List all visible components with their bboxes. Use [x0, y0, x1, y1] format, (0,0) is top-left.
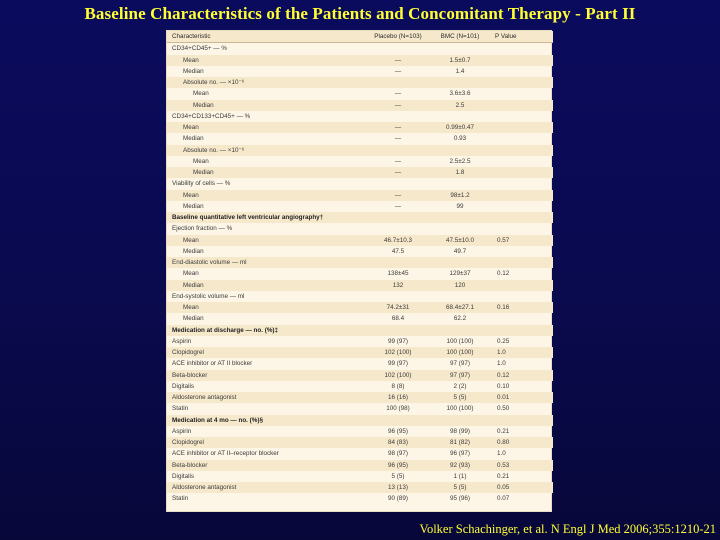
placebo-cell: [367, 291, 429, 302]
table-row: [167, 43, 553, 55]
p-value-cell: 0.12: [491, 370, 553, 381]
bmc-cell: 3.6±3.6: [449, 90, 471, 98]
bmc-cell: 92 (93): [429, 460, 491, 471]
table-row: [167, 246, 553, 257]
table-row: [167, 426, 553, 437]
bmc-cell: 1.5±0.7: [429, 55, 491, 66]
placebo-cell: 8 (8): [391, 382, 405, 390]
table-row: [167, 111, 553, 122]
bmc-cell: [429, 77, 491, 88]
p-value-cell: 0.07: [497, 495, 510, 503]
bmc-cell: 99: [456, 202, 464, 210]
row-label: Aldosterone antagonist: [167, 392, 367, 403]
p-value-cell: [491, 178, 553, 189]
header-p-value: P Value: [491, 31, 553, 43]
p-value-cell: 1.0: [497, 450, 506, 458]
table-row: [167, 167, 553, 178]
row-label: Aspirin: [172, 337, 192, 345]
slide-title: Baseline Characteristics of the Patients and Concomitant Therapy - Part II: [84, 4, 636, 23]
table-row: [167, 381, 553, 392]
bmc-cell: 0.93: [453, 135, 467, 143]
table-row: [167, 336, 553, 347]
table-row: [167, 280, 553, 291]
row-label: Median: [183, 135, 204, 143]
bmc-cell: 1.8: [429, 167, 491, 178]
p-value-cell: 0.16: [491, 302, 553, 313]
row-label: Absolute no. — ×10⁻⁶: [167, 77, 367, 88]
row-label: Median: [183, 67, 204, 75]
placebo-cell: [367, 415, 429, 426]
row-label: Median: [167, 100, 367, 111]
row-label: Ejection fraction — %: [172, 225, 233, 233]
placebo-cell: 13 (13): [367, 482, 429, 493]
placebo-cell: —: [394, 67, 402, 75]
row-label: CD34+CD45+ — %: [172, 45, 227, 53]
table-row: [167, 403, 553, 414]
placebo-cell: [367, 145, 429, 156]
header-placebo: Placebo (N=103): [367, 31, 429, 43]
bmc-cell: 97 (97): [429, 370, 491, 381]
table-row: [167, 392, 553, 403]
row-label: Mean: [167, 122, 367, 133]
placebo-cell: [367, 325, 429, 336]
table-row: [167, 347, 553, 358]
bmc-cell: 95 (96): [450, 495, 470, 503]
table-row: [167, 156, 553, 167]
row-label: Beta-blocker: [167, 460, 367, 471]
table-row: [167, 471, 553, 482]
row-label: Statin: [172, 495, 189, 503]
placebo-cell: 74.2±31: [367, 302, 429, 313]
table-row: [167, 460, 553, 471]
placebo-cell: 96 (95): [367, 460, 429, 471]
row-label: ACE inhibitor or AT II–receptor blocker: [172, 450, 279, 458]
row-label: Viability of cells — %: [172, 180, 231, 188]
bmc-cell: 120: [429, 280, 491, 291]
p-value-cell: 0.50: [497, 405, 510, 413]
header-characteristic: Characteristic: [167, 31, 367, 43]
table-row: [167, 313, 553, 324]
table-row: [167, 291, 553, 302]
p-value-cell: 0.01: [491, 392, 553, 403]
table-row: [167, 448, 553, 459]
placebo-cell: [367, 77, 429, 88]
placebo-cell: 68.4: [391, 315, 405, 323]
placebo-cell: [367, 43, 429, 55]
placebo-cell: —: [367, 100, 429, 111]
p-value-cell: [491, 223, 553, 234]
row-label: Clopidogrel: [167, 437, 367, 448]
row-label: Digitalis: [172, 472, 195, 480]
table-row: [167, 257, 553, 268]
table-row: [167, 178, 553, 189]
row-label: ACE inhibitor or AT II blocker: [172, 360, 253, 368]
placebo-cell: 132: [367, 280, 429, 291]
table-row: [167, 223, 553, 234]
row-label: Digitalis: [172, 382, 195, 390]
bmc-cell: 81 (82): [429, 437, 491, 448]
row-label: Mean: [193, 157, 209, 165]
placebo-cell: 98 (97): [388, 450, 408, 458]
placebo-cell: [367, 212, 429, 223]
p-value-cell: [491, 111, 553, 122]
placebo-cell: —: [394, 202, 402, 210]
baseline-table: [167, 31, 553, 505]
bmc-cell: [429, 257, 491, 268]
table-row: [167, 482, 553, 493]
row-label: Clopidogrel: [167, 347, 367, 358]
bmc-cell: [429, 291, 491, 302]
bmc-cell: [429, 223, 491, 234]
bmc-cell: 2 (2): [453, 382, 467, 390]
p-value-cell: 1.0: [491, 347, 553, 358]
placebo-cell: —: [367, 55, 429, 66]
table-row: [167, 55, 553, 66]
table-row: [167, 325, 553, 336]
placebo-cell: 84 (83): [367, 437, 429, 448]
bmc-cell: 49.7: [453, 247, 467, 255]
row-label: Mean: [167, 302, 367, 313]
p-value-cell: [491, 415, 553, 426]
table-row: [167, 370, 553, 381]
p-value-cell: [491, 325, 553, 336]
bmc-cell: 0.99±0.47: [429, 122, 491, 133]
row-label: CD34+CD133+CD45+ — %: [172, 112, 251, 120]
placebo-cell: 99 (97): [388, 360, 408, 368]
table-row: [167, 493, 553, 504]
p-value-cell: [491, 88, 553, 99]
placebo-cell: [367, 257, 429, 268]
p-value-cell: [491, 246, 553, 257]
table-row: [167, 415, 553, 426]
row-label: Aspirin: [172, 427, 192, 435]
table-row: [167, 145, 553, 156]
bmc-cell: 98 (99): [450, 427, 470, 435]
p-value-cell: [491, 156, 553, 167]
p-value-cell: 0.21: [497, 427, 510, 435]
p-value-cell: 0.05: [491, 482, 553, 493]
table-row: [167, 201, 553, 212]
placebo-cell: 47.5: [391, 247, 405, 255]
p-value-cell: [491, 55, 553, 66]
bmc-cell: 5 (5): [429, 392, 491, 403]
placebo-cell: —: [367, 190, 429, 201]
table-row: [167, 88, 553, 99]
placebo-cell: [367, 178, 429, 189]
table-row: [167, 122, 553, 133]
p-value-cell: 0.12: [497, 270, 510, 278]
p-value-cell: 0.25: [497, 337, 510, 345]
p-value-cell: 0.10: [497, 382, 510, 390]
table-row: [167, 66, 553, 77]
table-row: [167, 190, 553, 201]
bmc-cell: 97 (97): [450, 360, 470, 368]
p-value-cell: [491, 122, 553, 133]
table-header-row: [167, 31, 553, 43]
row-label: Statin: [172, 405, 189, 413]
bmc-cell: [429, 212, 491, 223]
bmc-cell: [429, 178, 491, 189]
placebo-cell: 99 (97): [388, 337, 408, 345]
bmc-cell: [429, 145, 491, 156]
citation: Volker Schachinger, et al. N Engl J Med 2006;355:1210-21: [419, 522, 716, 536]
bmc-cell: 100 (100): [446, 405, 474, 413]
row-label: End-diastolic volume — ml: [167, 257, 367, 268]
row-label: Baseline quantitative left ventricular angiography†: [167, 212, 367, 223]
placebo-cell: 96 (95): [388, 427, 408, 435]
placebo-cell: 16 (16): [367, 392, 429, 403]
placebo-cell: —: [394, 135, 402, 143]
table-row: [167, 268, 553, 279]
p-value-cell: 1.0: [497, 360, 506, 368]
bmc-cell: 129±37: [449, 270, 471, 278]
p-value-cell: [491, 133, 553, 144]
bmc-cell: 5 (5): [429, 482, 491, 493]
bmc-cell: [429, 325, 491, 336]
bmc-cell: 1.4: [455, 67, 465, 75]
p-value-cell: [491, 100, 553, 111]
p-value-cell: 0.53: [491, 460, 553, 471]
row-label: Median: [183, 202, 204, 210]
placebo-cell: 138±45: [387, 270, 409, 278]
row-label: Medication at 4 mo — no. (%)§: [167, 415, 367, 426]
table-row: [167, 100, 553, 111]
placebo-cell: —: [394, 90, 402, 98]
row-label: Mean: [167, 235, 367, 246]
p-value-cell: [491, 43, 553, 55]
row-label: Median: [183, 247, 204, 255]
row-label: Mean: [167, 55, 367, 66]
placebo-cell: —: [394, 157, 402, 165]
bmc-cell: [429, 111, 491, 122]
table-row: [167, 77, 553, 88]
table-row: [167, 212, 553, 223]
placebo-cell: 90 (89): [388, 495, 408, 503]
p-value-cell: 0.80: [491, 437, 553, 448]
bmc-cell: 2.5: [429, 100, 491, 111]
placebo-cell: 102 (100): [367, 370, 429, 381]
p-value-cell: [491, 190, 553, 201]
placebo-cell: [367, 223, 429, 234]
p-value-cell: [491, 212, 553, 223]
p-value-cell: [491, 77, 553, 88]
bmc-cell: 2.5±2.5: [449, 157, 471, 165]
row-label: Medication at discharge — no. (%)‡: [167, 325, 367, 336]
row-label: Median: [167, 167, 367, 178]
row-label: End-systolic volume — ml: [172, 292, 245, 300]
row-label: Mean: [193, 90, 209, 98]
table-row: [167, 358, 553, 369]
p-value-cell: [491, 66, 553, 77]
bmc-cell: 96 (97): [450, 450, 470, 458]
placebo-cell: 102 (100): [367, 347, 429, 358]
table-row: [167, 302, 553, 313]
header-bmc: BMC (N=101): [429, 31, 491, 43]
placebo-cell: [367, 111, 429, 122]
placebo-cell: —: [367, 167, 429, 178]
bmc-cell: 98±1.2: [429, 190, 491, 201]
table-body: [167, 43, 553, 505]
placebo-cell: 5 (5): [391, 472, 405, 480]
bmc-cell: 100 (100): [429, 347, 491, 358]
p-value-cell: [491, 201, 553, 212]
p-value-cell: [491, 313, 553, 324]
characteristics-table: [166, 30, 552, 512]
row-label: Mean: [183, 270, 199, 278]
row-label: Median: [183, 315, 204, 323]
row-label: Median: [167, 280, 367, 291]
p-value-cell: [491, 280, 553, 291]
p-value-cell: [491, 167, 553, 178]
table-row: [167, 133, 553, 144]
p-value-cell: [491, 257, 553, 268]
bmc-cell: [429, 43, 491, 55]
row-label: Mean: [167, 190, 367, 201]
bmc-cell: 62.2: [453, 315, 467, 323]
bmc-cell: [429, 415, 491, 426]
row-label: Aldosterone antagonist: [167, 482, 367, 493]
table-row: [167, 437, 553, 448]
row-label: Beta-blocker: [167, 370, 367, 381]
p-value-cell: [491, 145, 553, 156]
table-row: [167, 235, 553, 246]
bmc-cell: 47.5±10.0: [429, 235, 491, 246]
placebo-cell: 100 (98): [386, 405, 410, 413]
bmc-cell: 100 (100): [446, 337, 474, 345]
p-value-cell: 0.57: [491, 235, 553, 246]
placebo-cell: —: [367, 122, 429, 133]
bmc-cell: 1 (1): [453, 472, 467, 480]
bmc-cell: 68.4±27.1: [429, 302, 491, 313]
p-value-cell: [491, 291, 553, 302]
row-label: Absolute no. — ×10⁻⁶: [167, 145, 367, 156]
placebo-cell: 46.7±10.3: [367, 235, 429, 246]
p-value-cell: 0.21: [497, 472, 510, 480]
